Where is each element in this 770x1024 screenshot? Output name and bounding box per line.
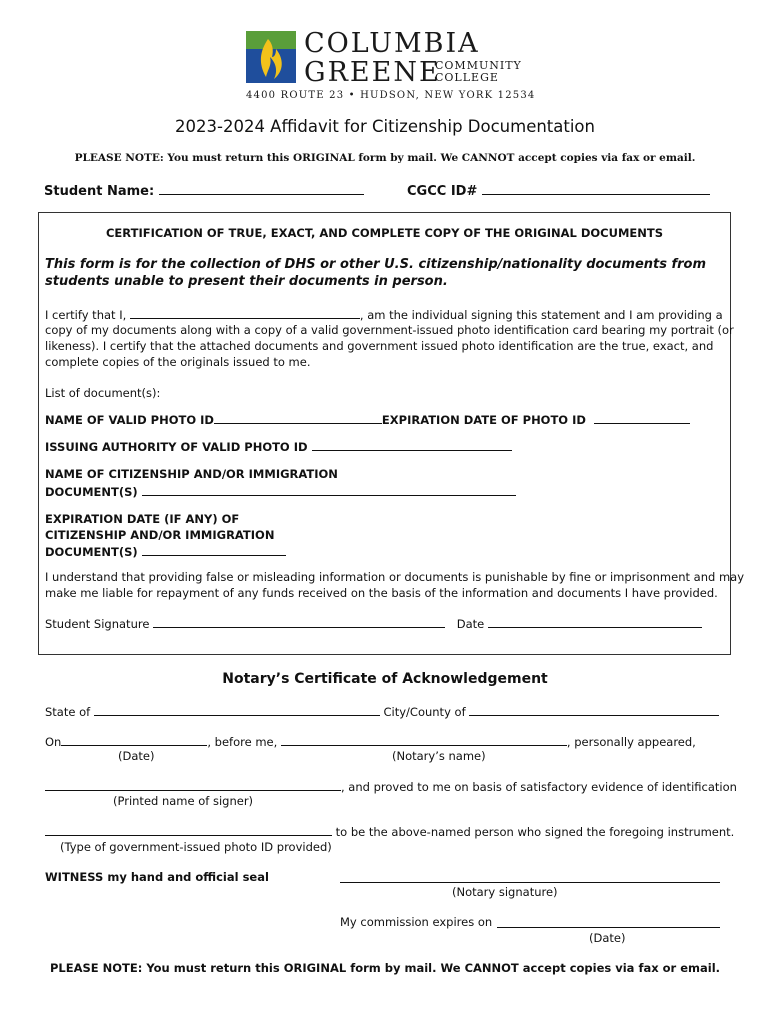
notary-heading: Notary’s Certificate of Acknowledgement [222,671,548,687]
id-type-caption: (Type of government-issued photo ID provided) [60,840,332,854]
logo-wordmark-greene: GREENE [304,57,441,88]
photo-id-expiration-label: EXPIRATION DATE OF PHOTO ID [381,413,586,427]
state-label: State of [45,705,91,719]
flame-icon [246,31,296,83]
exp-citizenship-label-2: CITIZENSHIP AND/OR IMMIGRATION [45,528,275,542]
id-type-field[interactable] [45,824,332,836]
notary-name-caption: (Notary’s name) [392,749,486,763]
acknowledgement-date-field[interactable] [61,734,207,746]
college-address: 4400 ROUTE 23 • HUDSON, NEW YORK 12534 [246,90,536,101]
issuing-authority-label: ISSUING AUTHORITY OF VALID PHOTO ID [45,440,308,454]
commission-label: My commission expires on [340,915,493,929]
exp-citizenship-label-1: EXPIRATION DATE (IF ANY) OF [45,512,240,526]
issuing-authority-row [45,439,512,454]
note-bottom: PLEASE NOTE: You must return this ORIGINAL form by mail. We CANNOT accept copies via fax or email. [49,961,721,975]
note-top: PLEASE NOTE: You must return this ORIGINAL form by mail. We CANNOT accept copies via fax or email. [74,152,696,164]
cert-intro-line1: This form is for the collection of DHS or other U.S. citizenship/nationality documents from [45,257,707,272]
understand-line2: make me liable for repayment of any funds received on the basis of the information and documents I have provided. [45,586,718,600]
certify-line2: copy of my documents along with a copy of a valid government-issued photo identification card bearing my portrait (or [45,323,734,337]
citizenship-doc-row [45,484,516,499]
student-name-label: Student Name: [44,184,155,199]
page-title: 2023-2024 Affidavit for Citizenship Documentation [175,117,595,136]
student-date-field[interactable] [488,616,702,628]
logo-college: COLLEGE [435,71,499,84]
certify-line1 [45,307,723,322]
cgcc-id-field[interactable] [482,183,710,195]
cert-intro-line2: students unable to present their documents in person. [45,274,448,289]
citizenship-doc-label-2: DOCUMENT(S) [45,485,138,499]
photo-id-expiration-field[interactable] [594,412,690,424]
issuing-authority-field[interactable] [312,439,512,451]
city-county-field[interactable] [469,704,719,716]
citizenship-doc-label-1: NAME OF CITIZENSHIP AND/OR IMMIGRATION [45,467,338,481]
document-list-label: List of document(s): [45,386,161,400]
cert-heading: CERTIFICATION OF TRUE, EXACT, AND COMPLETE COPY OF THE ORIGINAL DOCUMENTS [105,226,664,240]
photo-id-row [45,412,690,427]
exp-citizenship-row [45,544,286,559]
exp-citizenship-field[interactable] [142,544,286,556]
commission-date-caption: (Date) [589,931,626,945]
on-label: On [45,735,62,749]
student-signature-field[interactable] [153,616,445,628]
date-caption: (Date) [118,749,155,763]
signer-name-field[interactable] [45,779,341,791]
college-logo-mark [246,31,296,83]
signer-name-row [45,779,737,794]
cgcc-id-row [407,183,710,199]
certify-line1-end: , am the individual signing this statement and I am providing a [359,308,723,322]
proved-text: , and proved to me on basis of satisfactory evidence of identification [341,780,737,794]
photo-id-field[interactable] [214,412,382,424]
student-signature-row [45,616,702,631]
printed-name-caption: (Printed name of signer) [113,794,254,808]
student-signature-label: Student Signature [45,617,150,631]
citizenship-doc-field[interactable] [142,484,516,496]
cgcc-id-label: CGCC ID# [407,184,478,199]
certify-prefix: I certify that I, [45,308,127,322]
before-me-text: , before me, [207,735,278,749]
student-date-label: Date [456,617,485,631]
witness-label: WITNESS my hand and official seal [45,870,269,884]
logo-community: COMMUNITY [435,59,522,72]
state-field[interactable] [94,704,380,716]
certify-line4: complete copies of the originals issued to me. [45,355,311,369]
certify-line3: likeness). I certify that the attached documents and government issued photo identification are the true, exact, and [45,339,714,353]
city-county-label: City/County of [383,705,466,719]
notary-name-field[interactable] [281,734,567,746]
exp-citizenship-label-3: DOCUMENT(S) [45,545,138,559]
commission-date-field[interactable] [497,915,720,928]
notary-signature-field[interactable] [340,870,720,883]
student-name-field[interactable] [159,183,364,195]
personally-appeared-text: , personally appeared, [566,735,696,749]
photo-id-label: NAME OF VALID PHOTO ID [45,413,214,427]
certify-name-field[interactable] [130,307,360,319]
above-named-text: to be the above-named person who signed the foregoing instrument. [335,825,735,839]
state-row [45,704,719,719]
on-date-row [45,734,696,749]
student-name-row [44,183,364,199]
notary-signature-caption: (Notary signature) [452,885,558,899]
understand-line1: I understand that providing false or misleading information or documents is punishable by fine or imprisonment and may [45,570,744,584]
logo-wordmark-columbia: COLUMBIA [304,28,480,59]
id-type-row [45,824,734,839]
